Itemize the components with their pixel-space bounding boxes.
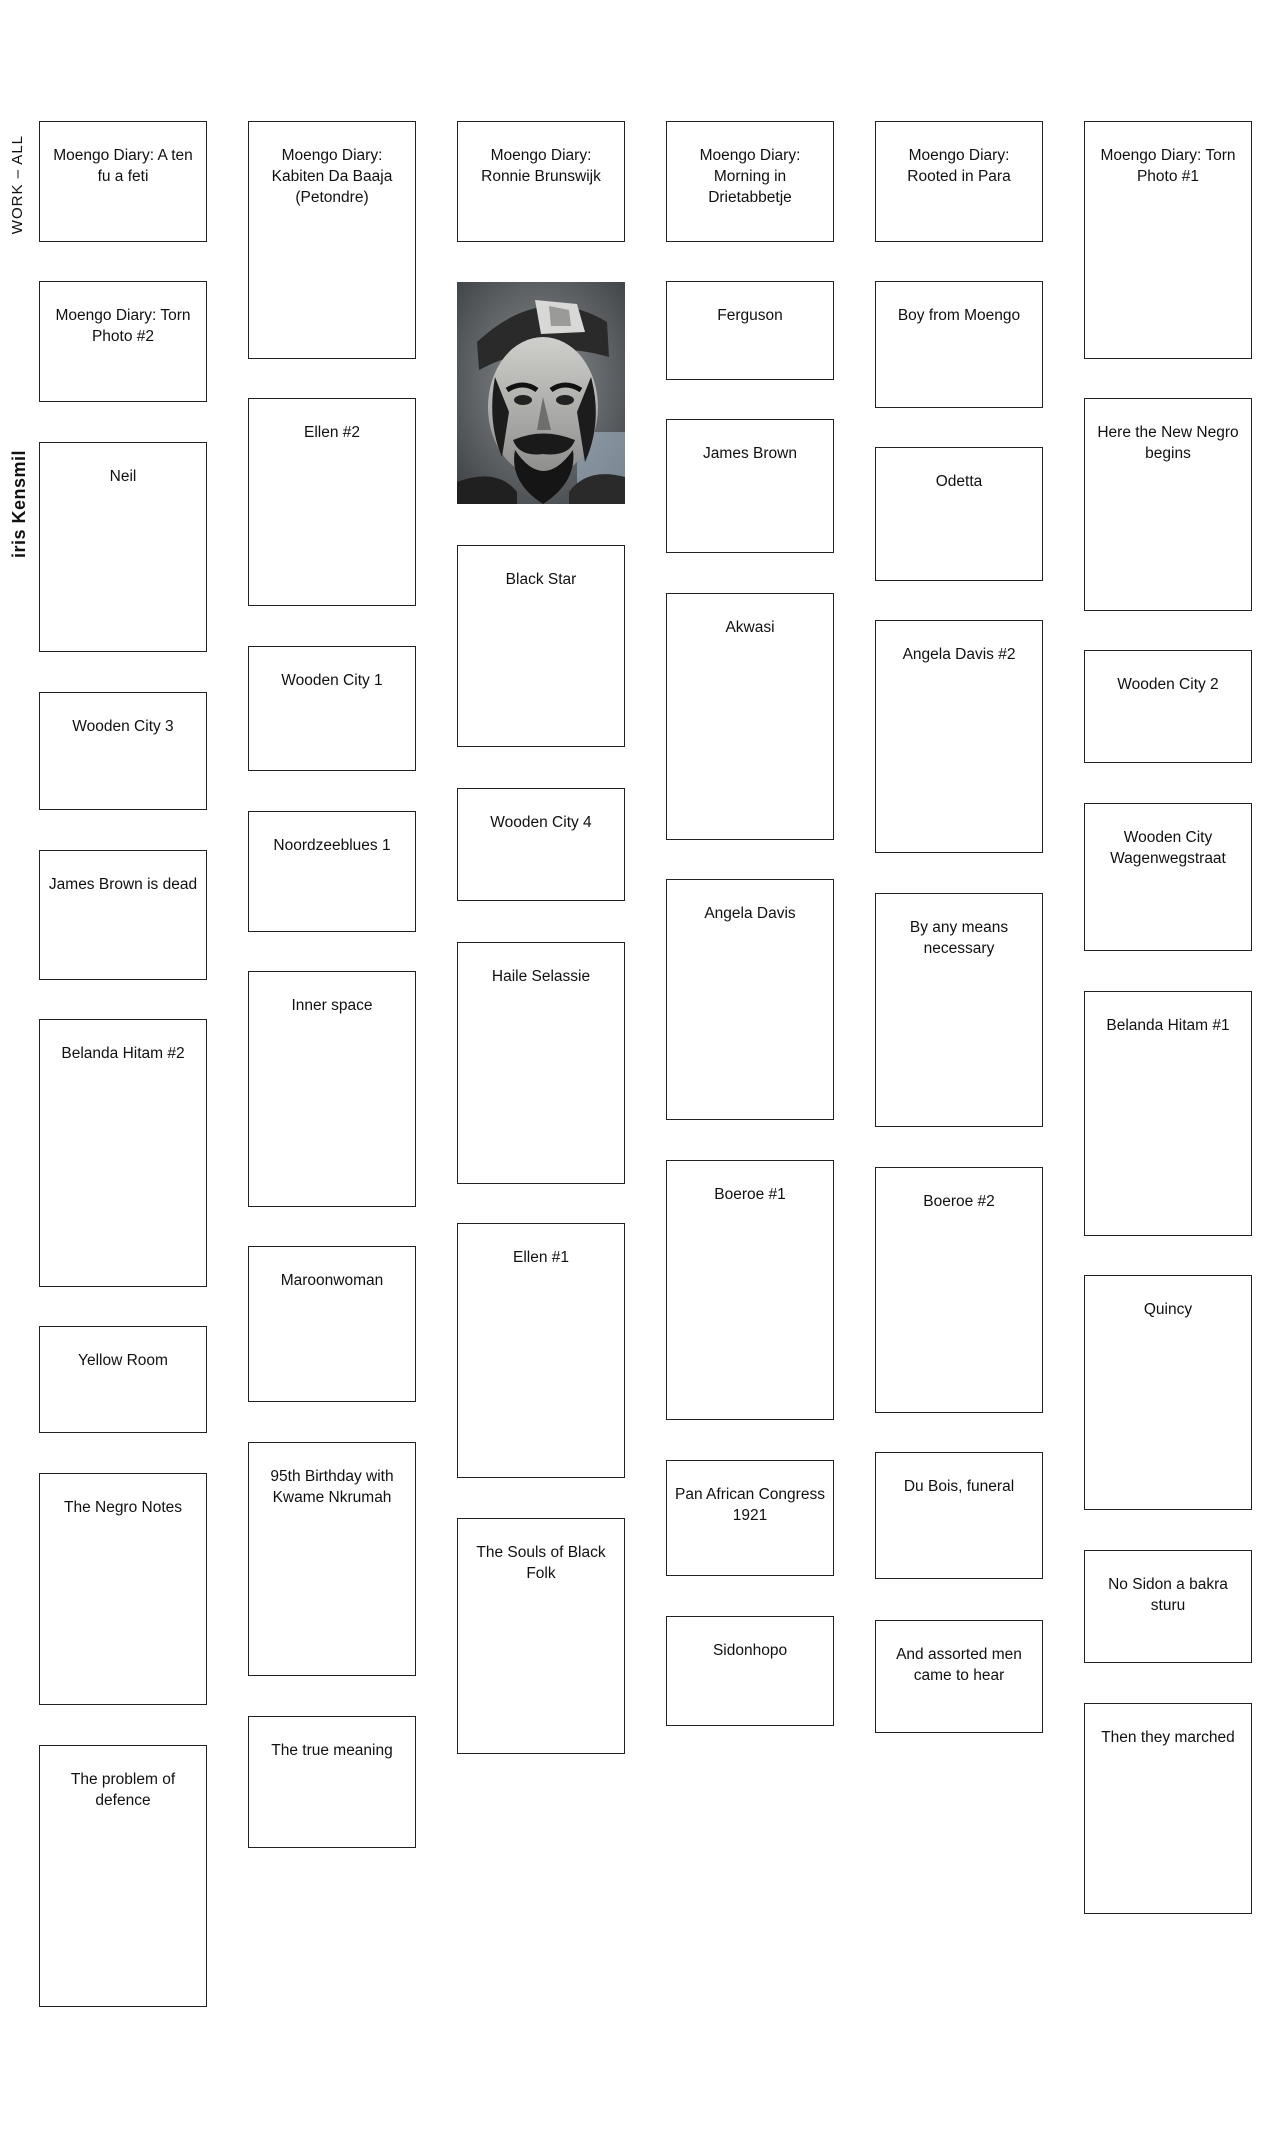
artwork-card[interactable] xyxy=(248,121,416,359)
artwork-title: The problem of defence xyxy=(70,1771,176,1809)
artwork-title: Ellen #1 xyxy=(512,1249,569,1266)
artwork-title: Angela Davis xyxy=(704,905,796,922)
artwork-card[interactable] xyxy=(666,879,834,1120)
artwork-title: Maroonwoman xyxy=(280,1272,384,1289)
artwork-title: Moengo Diary: A ten fu a feti xyxy=(53,147,193,185)
artwork-card[interactable] xyxy=(39,692,207,810)
artwork-card[interactable] xyxy=(248,811,416,932)
artwork-title: And assorted men came to hear xyxy=(896,1646,1022,1684)
artwork-title: Wooden City 3 xyxy=(72,718,174,735)
artwork-card[interactable] xyxy=(39,1745,207,2007)
artwork-title: Quincy xyxy=(1143,1301,1193,1318)
artwork-title: Du Bois, funeral xyxy=(903,1478,1015,1495)
portrait-painting-image xyxy=(457,282,625,504)
artwork-title: Moengo Diary: Rooted in Para xyxy=(907,147,1011,185)
artwork-card[interactable] xyxy=(248,398,416,606)
artwork-card[interactable] xyxy=(39,1019,207,1287)
artwork-title: Then they marched xyxy=(1101,1729,1235,1746)
artwork-title: Black Star xyxy=(505,571,577,588)
artwork-card[interactable] xyxy=(666,1460,834,1576)
artwork-title: Odetta xyxy=(935,473,983,490)
artwork-card[interactable] xyxy=(39,121,207,242)
artwork-title: Angela Davis #2 xyxy=(902,646,1016,663)
artwork-title: Wooden City 1 xyxy=(281,672,383,689)
artwork-title: Pan African Congress 1921 xyxy=(675,1486,825,1524)
artwork-card[interactable] xyxy=(666,121,834,242)
artwork-card[interactable] xyxy=(666,1616,834,1726)
artwork-card[interactable] xyxy=(1084,1275,1252,1510)
artwork-title: 95th Birthday with Kwame Nkrumah xyxy=(270,1468,394,1506)
artwork-title: Belanda Hitam #1 xyxy=(1106,1017,1230,1034)
artwork-card[interactable] xyxy=(1084,121,1252,359)
artist-name-link[interactable]: iris Kensmil xyxy=(9,450,29,559)
artwork-card[interactable] xyxy=(457,1223,625,1478)
artwork-card[interactable] xyxy=(39,1473,207,1705)
artwork-card[interactable] xyxy=(39,442,207,652)
artwork-card[interactable] xyxy=(457,1518,625,1754)
artwork-title: Moengo Diary: Kabiten Da Baaja (Petondre) xyxy=(271,147,393,206)
artwork-title: Noordzeeblues 1 xyxy=(273,837,391,854)
artwork-card[interactable] xyxy=(457,121,625,242)
artwork-card[interactable] xyxy=(666,593,834,840)
artwork-card[interactable] xyxy=(1084,991,1252,1236)
artwork-card[interactable] xyxy=(875,1167,1043,1413)
artwork-title: The Souls of Black Folk xyxy=(476,1544,606,1582)
artwork-title: Yellow Room xyxy=(78,1352,168,1369)
artwork-title: Neil xyxy=(109,468,137,485)
artwork-card[interactable] xyxy=(1084,650,1252,763)
artwork-title: Wooden City Wagenwegstraat xyxy=(1110,829,1226,867)
work-all-link[interactable]: WORK – ALL xyxy=(9,135,26,235)
artwork-card[interactable] xyxy=(248,1442,416,1676)
artwork-card[interactable] xyxy=(875,620,1043,853)
artwork-title: Inner space xyxy=(291,997,373,1014)
artwork-card[interactable] xyxy=(39,1326,207,1433)
artwork-title: No Sidon a bakra sturu xyxy=(1108,1576,1228,1614)
artwork-title: Wooden City 2 xyxy=(1117,676,1219,693)
artwork-title: Ellen #2 xyxy=(303,424,360,441)
artwork-card[interactable] xyxy=(875,1452,1043,1579)
artwork-card[interactable] xyxy=(457,788,625,901)
artwork-title: Akwasi xyxy=(725,619,775,636)
artwork-title: Boeroe #2 xyxy=(923,1193,995,1210)
artwork-card[interactable] xyxy=(875,893,1043,1127)
artwork-card[interactable] xyxy=(1084,398,1252,611)
artwork-card[interactable] xyxy=(39,281,207,402)
artwork-title: By any means necessary xyxy=(909,919,1009,957)
artwork-card[interactable] xyxy=(1084,1550,1252,1663)
artwork-title: Boy from Moengo xyxy=(897,307,1021,324)
artwork-title: Sidonhopo xyxy=(712,1642,788,1659)
artwork-title: Belanda Hitam #2 xyxy=(61,1045,185,1062)
artwork-card[interactable] xyxy=(875,447,1043,581)
artwork-title: Moengo Diary: Torn Photo #2 xyxy=(55,307,191,345)
artwork-title: The true meaning xyxy=(271,1742,393,1759)
artwork-title: Moengo Diary: Morning in Drietabbetje xyxy=(699,147,801,206)
artwork-card[interactable] xyxy=(39,850,207,980)
artwork-card[interactable] xyxy=(248,971,416,1207)
artwork-card[interactable] xyxy=(666,281,834,380)
artwork-card[interactable] xyxy=(875,281,1043,408)
artwork-card[interactable] xyxy=(875,121,1043,242)
artwork-card[interactable] xyxy=(875,1620,1043,1733)
artwork-title: Boeroe #1 xyxy=(714,1186,786,1203)
artwork-card[interactable] xyxy=(1084,1703,1252,1914)
artwork-card[interactable] xyxy=(248,1246,416,1402)
artwork-card[interactable] xyxy=(248,646,416,771)
artwork-card[interactable] xyxy=(457,545,625,747)
artwork-title: James Brown xyxy=(703,445,797,462)
artwork-card[interactable] xyxy=(666,1160,834,1420)
artwork-card[interactable] xyxy=(457,942,625,1184)
artwork-title: Here the New Negro begins xyxy=(1097,424,1239,462)
artwork-card[interactable] xyxy=(1084,803,1252,951)
artwork-title: Moengo Diary: Ronnie Brunswijk xyxy=(481,147,601,185)
artwork-title: Moengo Diary: Torn Photo #1 xyxy=(1100,147,1236,185)
artwork-title: Ferguson xyxy=(717,307,783,324)
artwork-card[interactable] xyxy=(666,419,834,553)
artwork-card-portrait[interactable] xyxy=(457,282,625,504)
artwork-title: James Brown is dead xyxy=(48,876,198,893)
artwork-title: Haile Selassie xyxy=(491,968,591,985)
artwork-title: Wooden City 4 xyxy=(490,814,592,831)
artwork-card[interactable] xyxy=(248,1716,416,1848)
artwork-title: The Negro Notes xyxy=(63,1499,183,1516)
